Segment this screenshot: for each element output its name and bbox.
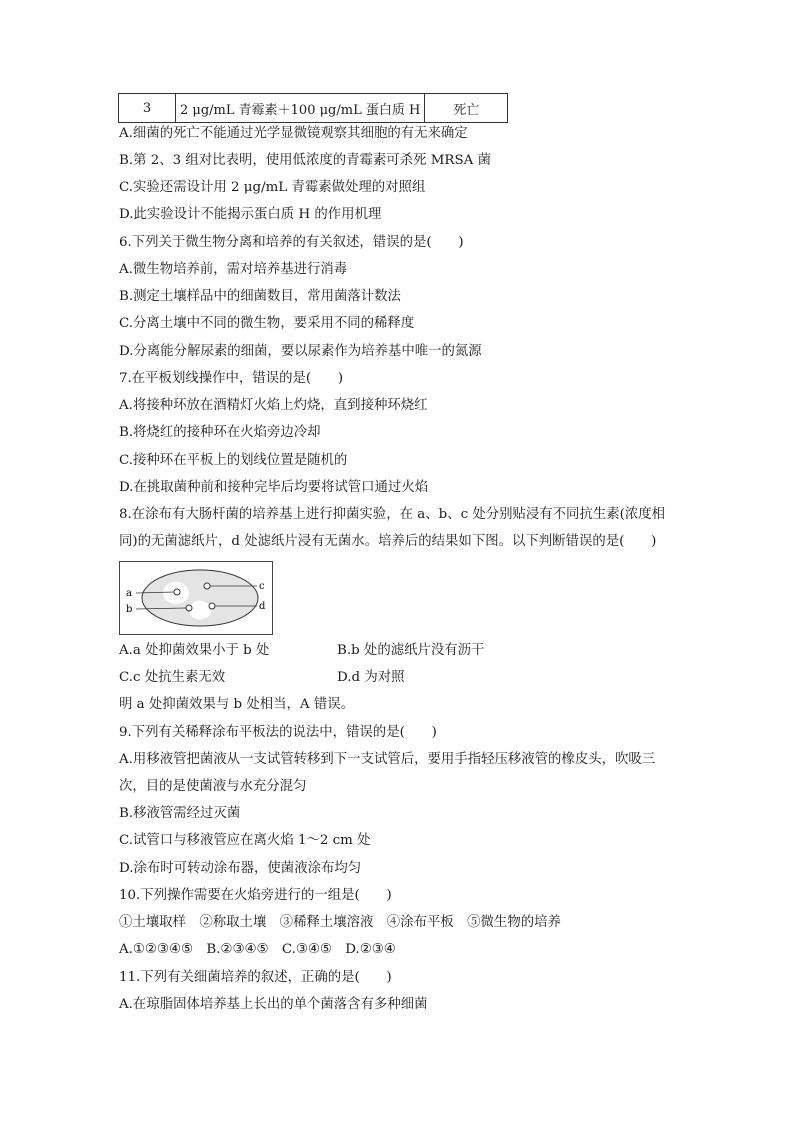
q8-stem-line2: 同)的无菌滤纸片，d 处滤纸片浸有无菌水。培养后的结果如下图。以下判断错误的是( ) — [119, 534, 657, 549]
table-row — [119, 94, 508, 123]
q8-option-b: B.b 处的滤纸片没有沥干 — [337, 643, 485, 658]
figure-label-a: a — [126, 588, 132, 599]
q6-stem: 6.下列关于微生物分离和培养的有关叙述，错误的是( ) — [119, 235, 464, 250]
q8-option-c: C.c 处抗生素无效 — [119, 670, 226, 685]
group-number: 3 — [119, 94, 176, 123]
q5-option-b: B.第 2、3 组对比表明，使用低浓度的青霉素可杀死 MRSA 菌 — [119, 153, 492, 168]
q6-option-a: A.微生物培养前，需对培养基进行消毒 — [119, 262, 348, 277]
paper-disc-a — [174, 589, 180, 595]
q10-stem: 10.下列操作需要在火焰旁进行的一组是( ) — [119, 888, 392, 903]
q10-options: A.①②③④⑤ B.②③④⑤ C.③④⑤ D.②③④ — [119, 942, 396, 957]
q5-option-a: A.细菌的死亡不能通过光学显微镜观察其细胞的有无来确定 — [119, 126, 468, 141]
q6-option-c: C.分离土壤中不同的微生物，要采用不同的稀释度 — [119, 316, 415, 331]
paper-disc-b — [186, 605, 192, 611]
q5-option-d: D.此实验设计不能揭示蛋白质 H 的作用机理 — [119, 207, 382, 222]
treatment-cell: 2 μg/mL 青霉素＋100 μg/mL 蛋白质 H — [176, 94, 425, 123]
paper-disc-d — [209, 603, 215, 609]
q9-option-a-line2: 次，目的是使菌液与水充分混匀 — [119, 779, 307, 794]
results-table — [118, 93, 508, 123]
q7-option-b: B.将烧红的接种环在火焰旁边冷却 — [119, 425, 321, 440]
petri-dish-diagram — [120, 562, 272, 634]
petri-dish-figure — [119, 561, 273, 635]
q9-option-b: B.移液管需经过灭菌 — [119, 806, 241, 821]
figure-label-b: b — [126, 604, 133, 615]
q9-stem: 9.下列有关稀释涂布平板法的说法中，错误的是( ) — [119, 725, 437, 740]
q8-note: 明 a 处抑菌效果与 b 处相当，A 错误。 — [119, 697, 354, 712]
q9-option-a-line1: A.用移液管把菌液从一支试管转移到下一支试管后，要用手指轻压移液管的橡皮头，吹吸三 — [119, 752, 656, 767]
q6-option-d: D.分离能分解尿素的细菌，要以尿素作为培养基中唯一的氮源 — [119, 344, 482, 359]
q8-stem-line1: 8.在涂布有大肠杆菌的培养基上进行抑菌实验，在 a、b、c 处分别贴浸有不同抗生素(浓度相 — [119, 507, 666, 522]
q11-stem: 11.下列有关细菌培养的叙述，正确的是( ) — [119, 970, 392, 985]
q9-option-d: D.涂布时可转动涂布器，使菌液涂布均匀 — [119, 861, 362, 876]
q9-option-c: C.试管口与移液管应在离火焰 1～2 cm 处 — [119, 833, 371, 848]
figure-label-d: d — [259, 601, 266, 612]
paper-disc-c — [204, 583, 210, 589]
result-cell: 死亡 — [425, 94, 508, 123]
q8-option-d: D.d 为对照 — [337, 670, 405, 685]
q7-stem: 7.在平板划线操作中，错误的是( ) — [119, 371, 344, 386]
figure-label-c: c — [259, 581, 265, 592]
q7-option-d: D.在挑取菌种前和接种完毕后均要将试管口通过火焰 — [119, 480, 429, 495]
q6-option-b: B.测定土壤样品中的细菌数目，常用菌落计数法 — [119, 289, 401, 304]
q7-option-c: C.接种环在平板上的划线位置是随机的 — [119, 453, 348, 468]
q11-option-a: A.在琼脂固体培养基上长出的单个菌落含有多种细菌 — [119, 997, 428, 1012]
q5-option-c: C.实验还需设计用 2 μg/mL 青霉素做处理的对照组 — [119, 180, 426, 195]
q10-items: ①土壤取样 ②称取土壤 ③稀释土壤溶液 ④涂布平板 ⑤微生物的培养 — [119, 915, 561, 930]
q7-option-a: A.将接种环放在酒精灯火焰上灼烧，直到接种环烧红 — [119, 398, 428, 413]
q8-option-a: A.a 处抑菌效果小于 b 处 — [119, 643, 270, 658]
